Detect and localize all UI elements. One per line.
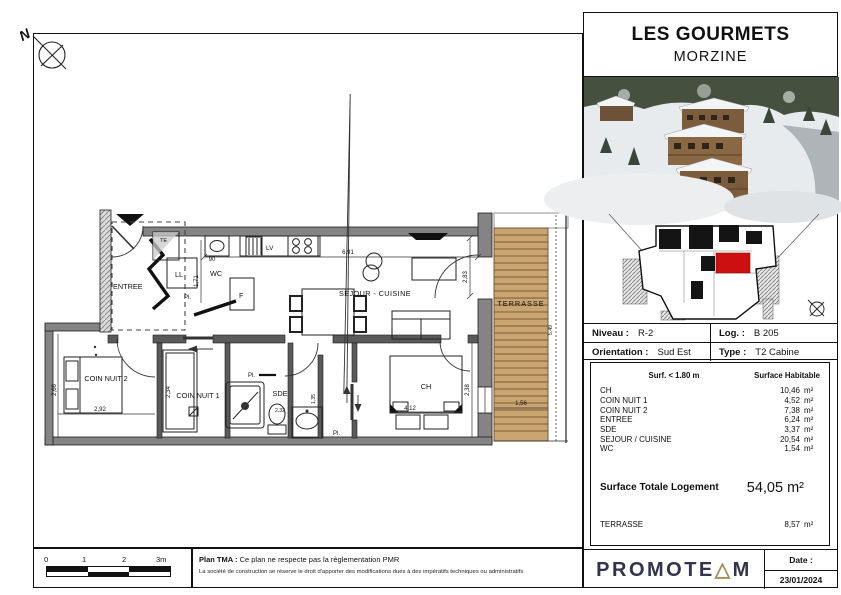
surface-unit: m² <box>804 415 814 425</box>
surface-row <box>600 386 820 396</box>
surfaces-header <box>600 371 820 380</box>
date-value: 23/01/2024 <box>779 575 823 585</box>
surface-unit: m² <box>804 396 814 406</box>
label-te: TE <box>160 238 168 244</box>
surface-row <box>600 434 820 444</box>
total-row <box>600 480 820 496</box>
tv-icon <box>408 233 448 240</box>
terrasse-unit: m² <box>804 519 814 529</box>
surface-value: 6,24 <box>784 415 800 425</box>
title-block <box>584 549 837 589</box>
terrace <box>494 213 568 443</box>
label-pl-sde: Pl. <box>248 373 256 379</box>
north-compass-icon <box>16 25 66 69</box>
log-value: B 205 <box>753 327 779 339</box>
label-pl-hall: Pl. <box>333 431 341 437</box>
dim-ch-width: 4,12 <box>404 406 416 412</box>
pedestal-wc <box>269 404 285 424</box>
scale-tick-0: 0 <box>44 555 49 564</box>
label-sde: SDE <box>272 389 288 398</box>
dim-ch-door: 2,38 <box>465 384 471 396</box>
highlighted-unit <box>716 253 750 273</box>
dim-wc-depth: 1,71 <box>194 275 200 287</box>
terrasse-label: TERRASSE <box>497 299 545 308</box>
niveau-cell <box>584 324 711 342</box>
surface-unit: m² <box>804 434 814 444</box>
bed-cn2 <box>64 357 122 413</box>
terrasse-width-dim: 1,56 <box>515 401 527 407</box>
disclaimer-text: La société de construction se réserve le droit d'apporter des modifications dues à des impératifs techniques ou administratifs <box>199 569 524 575</box>
floor-plan-drawing <box>16 25 583 548</box>
surface-unit: m² <box>804 405 814 415</box>
label-cn1: COIN NUIT 1 <box>176 391 220 400</box>
orientation-value: Sud Est <box>657 346 691 358</box>
label-lv: LV <box>266 245 274 252</box>
scale-bar-cell <box>33 548 192 588</box>
project-title: LES GOURMETS <box>631 24 790 45</box>
label-entree: ENTREE <box>113 282 143 291</box>
unit-info-table <box>584 324 837 360</box>
dim-sde-depth: 2,32 <box>274 408 286 414</box>
dim-cn2-width: 2,92 <box>94 407 106 413</box>
label-sejour: SEJOUR - CUISINE <box>338 289 412 298</box>
surface-unit: m² <box>804 444 814 454</box>
surface-label: COIN NUIT 2 <box>600 405 648 415</box>
surface-label: COIN NUIT 1 <box>600 396 648 406</box>
surface-label: CH <box>600 386 612 396</box>
entry-door-marker <box>116 214 144 226</box>
niveau-value: R-2 <box>637 327 654 339</box>
niveau-label: Niveau : <box>592 327 629 339</box>
project-title-box <box>584 13 837 77</box>
dim-cn2-height: 2,66 <box>52 384 58 396</box>
type-label: Type : <box>719 346 747 358</box>
surface-value: 3,37 <box>784 425 800 435</box>
label-cn2: COIN NUIT 2 <box>84 374 128 383</box>
surface-value: 20,54 <box>779 434 800 444</box>
label-ll: LL <box>175 270 184 279</box>
keyplan-compass-icon <box>808 300 824 316</box>
project-subtitle: MORZINE <box>673 49 748 65</box>
label-pl-entry: Pl. <box>184 295 192 301</box>
plan-tma-title: Plan TMA : <box>199 555 238 564</box>
label-f: F <box>239 291 244 300</box>
scale-bar <box>46 566 171 577</box>
surface-unit: m² <box>804 425 814 435</box>
surface-label: SEJOUR / CUISINE <box>600 434 672 444</box>
log-label: Log. : <box>719 327 745 339</box>
surface-value: 4,52 <box>784 396 800 406</box>
surface-label: SDE <box>600 425 617 435</box>
north-label: N <box>16 25 33 45</box>
surfaces-table <box>590 362 830 546</box>
logo-left: PROMOTE <box>596 559 715 581</box>
plan-tma-note <box>199 555 582 564</box>
orientation-label: Orientation : <box>592 346 649 358</box>
orientation-cell <box>584 343 711 361</box>
surface-label: WC <box>600 444 614 454</box>
plan-note-cell <box>192 548 583 588</box>
surface-row <box>600 444 820 454</box>
label-wc: WC <box>210 269 223 278</box>
scale-tick-2: 2 <box>122 555 127 564</box>
surfaces-rows <box>600 386 820 454</box>
surface-row <box>600 415 820 425</box>
surface-row <box>600 405 820 415</box>
log-cell <box>711 324 837 342</box>
dim-sejour-door: 2,83 <box>463 271 469 283</box>
dim-cn1-depth: 2,34 <box>166 386 172 398</box>
type-value: T2 Cabine <box>755 346 800 358</box>
type-cell <box>711 343 837 361</box>
plan-tma-text: Ce plan ne respecte pas la règlementation PMR <box>239 555 400 564</box>
label-ch: CH <box>420 382 432 391</box>
terrasse-length-dim: 5,49 <box>548 324 554 336</box>
dim-wc-width: 90 <box>208 257 216 263</box>
total-label: Surface Totale Logement <box>600 482 719 494</box>
wc-basin <box>205 236 229 256</box>
building-photo <box>584 77 837 211</box>
dim-hall-width: 1,35 <box>311 393 317 405</box>
right-panel <box>583 12 838 588</box>
promoteam-logo <box>584 550 765 589</box>
living-furniture <box>290 233 456 339</box>
terrasse-label: TERRASSE <box>600 519 644 529</box>
col-small-header: Surf. < 1.80 m <box>648 371 700 380</box>
terrasse-value: 8,57 <box>784 519 800 529</box>
surface-value: 1,54 <box>784 444 800 454</box>
key-plan <box>584 211 837 324</box>
surface-row <box>600 425 820 435</box>
logo-triangle-icon: △ <box>714 559 733 581</box>
surface-value: 10,46 <box>779 386 800 396</box>
date-label: Date : <box>765 550 837 571</box>
col-hab-header: Surface Habitable <box>754 371 820 380</box>
surface-value: 7,38 <box>784 405 800 415</box>
total-value: 54,05 m² <box>746 479 804 496</box>
logo-right: M <box>732 559 752 581</box>
bedroom-fixtures <box>64 346 462 438</box>
dim-sejour-width: 6,91 <box>342 250 354 256</box>
surface-row <box>600 396 820 406</box>
scale-tick-3: 3m <box>156 555 167 564</box>
scale-tick-1: 1 <box>82 555 87 564</box>
surface-label: ENTREE <box>600 415 633 425</box>
surface-unit: m² <box>804 386 814 396</box>
date-cell <box>765 550 837 589</box>
terrasse-row <box>600 520 820 529</box>
